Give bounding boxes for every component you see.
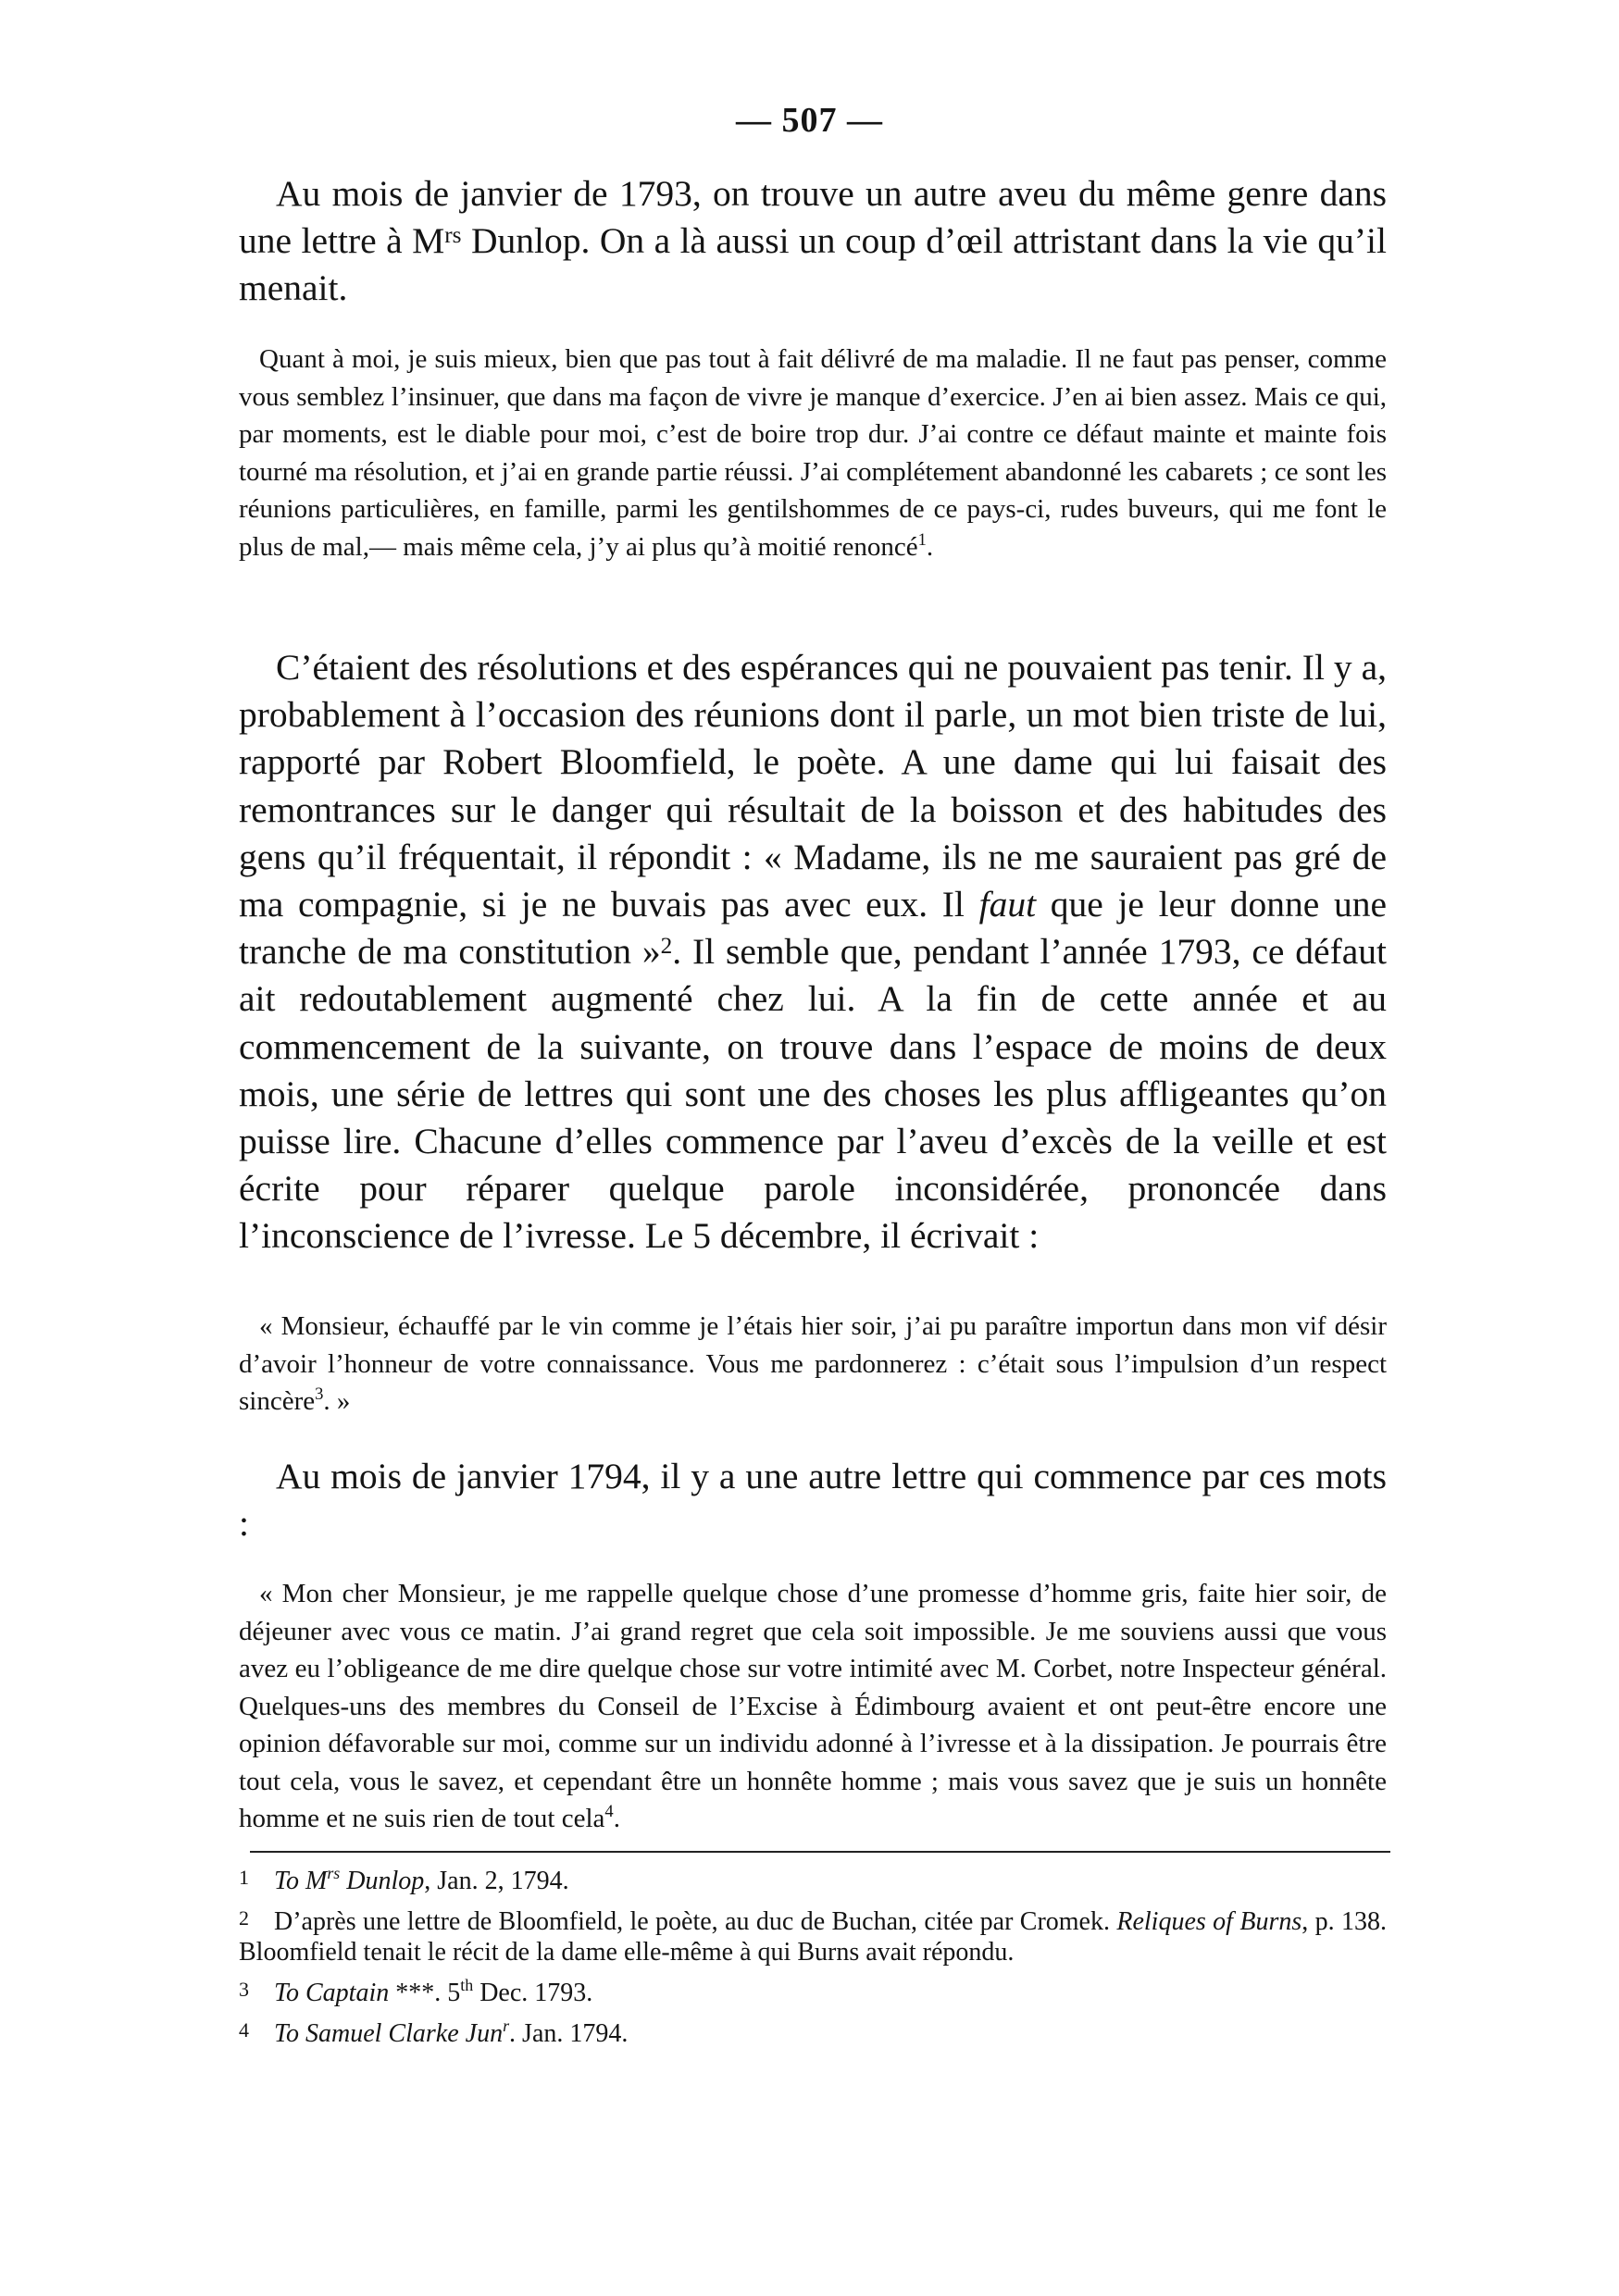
paragraph-2-mid: que je leur donne une tranche de ma constitution » xyxy=(239,884,1387,973)
page-number: — 507 — xyxy=(736,101,883,140)
superscript: rs xyxy=(444,222,462,249)
footnote-number: 2 xyxy=(239,1906,249,1930)
quote-letter-captain xyxy=(239,1308,1387,1421)
footnote-ref-1: 1 xyxy=(917,529,927,550)
footnote-italic xyxy=(274,1864,425,1895)
paragraph-2-text: C’étaient des résolutions et des espérances qui ne pouvaient pas tenir. Il y a, probablement à l’occasion des réunions dont il parle, un mot bien triste de lui, rapporté par Robert Bloomfield, le poète. A une dame qui lui faisait des remontrances sur le danger qui résultait de la boisson et des habitudes des gens qu’il fréquentait, il répondit : « Madame, ils ne me sauraient pas gré de ma compagnie, si je ne buvais pas avec eux. Il xyxy=(239,647,1387,925)
footnote-number: 3 xyxy=(239,1978,249,2001)
quote-3-text: « Mon cher Monsieur, je me rappelle quelque chose d’une promesse d’homme gris, faite hier soir, de déjeuner avec vous ce matin. J’ai grand regret que cela soit impossible. Je me souviens aussi que vous avez eu l’obligeance de me dire quelque chose sur votre intimité avec M. Corbet, notre Inspecteur général. Quelques-uns des membres du Conseil de l’Excise à Édimbourg avaient et ont peut-être encore une opinion défavorable sur moi, comme sur un individu adonné à l’ivresse et à la dissipation. Je pourrais être tout cela, vous le savez, et cependant être un honnête homme ; mais vous savez que je suis un honnête homme et ne suis rien de tout cela xyxy=(239,1579,1387,1833)
footnote-text: . Jan. 1794. xyxy=(509,2019,629,2048)
quote-2-end: . » xyxy=(323,1386,351,1416)
footnote-text: , p. 138. Bloomfield tenait le récit de la dame elle-même à qui Burns avait répondu. xyxy=(239,1907,1388,1967)
footnote-divider xyxy=(250,1851,1390,1853)
quote-1-end: . xyxy=(926,531,934,562)
footnote-ref-3: 3 xyxy=(315,1384,324,1404)
paragraph-1-text-end: Dunlop. On a là aussi un coup d’œil attristant dans la vie qu’il menait. xyxy=(239,220,1387,309)
paragraph-1 xyxy=(239,170,1387,313)
footnote-4 xyxy=(239,2015,1387,2049)
footnote-1 xyxy=(239,1862,1387,1896)
quote-letter-clarke xyxy=(239,1575,1387,1838)
italic-word: faut xyxy=(978,884,1037,925)
footnote-italic-text: Dunlop xyxy=(340,1867,425,1895)
footnote-2 xyxy=(239,1903,1387,1967)
superscript: rs xyxy=(327,1864,341,1882)
footnote-number: 1 xyxy=(239,1866,249,1889)
paragraph-january xyxy=(239,1453,1387,1547)
footnote-ref-2: 2 xyxy=(660,933,673,960)
paragraph-2-end: . Il semble que, pendant l’année 1793, ce défaut ait redoutablement augmenté chez lui. A la fin de cette année et au commencement de la suivante, on trouve dans l’espace de moins de deux mois, une série de lettres qui sont une des choses les plus affligeantes qu’on puisse lire. Chacune d’elles commence par l’aveu d’excès de la veille et est écrite pour réparer quelque parole inconsidérée, prononcée dans l’inconscience de l’ivresse. Le 5 décembre, il écrivait : xyxy=(239,931,1387,1257)
footnote-italic-text: To Samuel Clarke Jun xyxy=(274,2019,504,2048)
footnote-3 xyxy=(239,1974,1387,2008)
footnote-text: ***. 5 xyxy=(389,1979,461,2007)
quote-3-end: . xyxy=(613,1804,620,1833)
paragraph-2 xyxy=(239,644,1387,1260)
paragraph-1-text: Au mois de janvier de 1793, on trouve un autre aveu du même genre dans une lettre à M xyxy=(239,173,1387,262)
footnotes xyxy=(239,1862,1387,2055)
quote-1-text: Quant à moi, je suis mieux, bien que pas tout à fait délivré de ma maladie. Il ne faut pas penser, comme vous semblez l’insinuer, que dans ma façon de vivre je manque d’exercice. J’en ai bien assez. Mais ce qui, par moments, est le diable pour moi, c’est de boire trop dur. J’ai contre ce défaut mainte et mainte fois tourné ma résolution, et j’ai en grande partie réussi. J’ai complétement abandonné les cabarets ; ce sont les réunions particulières, en famille, parmi les gentilshommes de ce pays-ci, rudes buveurs, qui me font le plus de mal,— mais même cela, j’y ai plus qu’à moitié renoncé xyxy=(239,344,1387,562)
footnote-ref-4: 4 xyxy=(604,1802,614,1821)
quote-letter-dunlop xyxy=(239,341,1387,565)
footnote-number: 4 xyxy=(239,2018,249,2042)
superscript: r xyxy=(503,2017,510,2035)
footnote-italic: To Captain xyxy=(274,1979,390,2007)
footnote-italic-text: To M xyxy=(274,1867,328,1895)
paragraph-main xyxy=(239,644,1387,1260)
superscript: th xyxy=(460,1976,474,1994)
footnote-italic xyxy=(274,2019,509,2048)
paragraph-intro xyxy=(239,170,1387,313)
paragraph-3: Au mois de janvier 1794, il y a une autre lettre qui commence par ces mots : xyxy=(239,1456,1387,1545)
footnote-text: D’après une lettre de Bloomfield, le poète, au duc de Buchan, citée par Cromek. xyxy=(274,1907,1110,1936)
quote-2-text: « Monsieur, échauffé par le vin comme je l’étais hier soir, j’ai pu paraître importun dans mon vif désir d’avoir l’honneur de votre connaissance. Vous me pardonnerez : c’était sous l’impulsion d’un respect sincère xyxy=(239,1311,1387,1416)
footnote-text: Dec. 1793. xyxy=(473,1979,593,2007)
footnote-text: , Jan. 2, 1794. xyxy=(424,1867,569,1895)
footnote-italic: Reliques of Burns xyxy=(1116,1907,1302,1936)
